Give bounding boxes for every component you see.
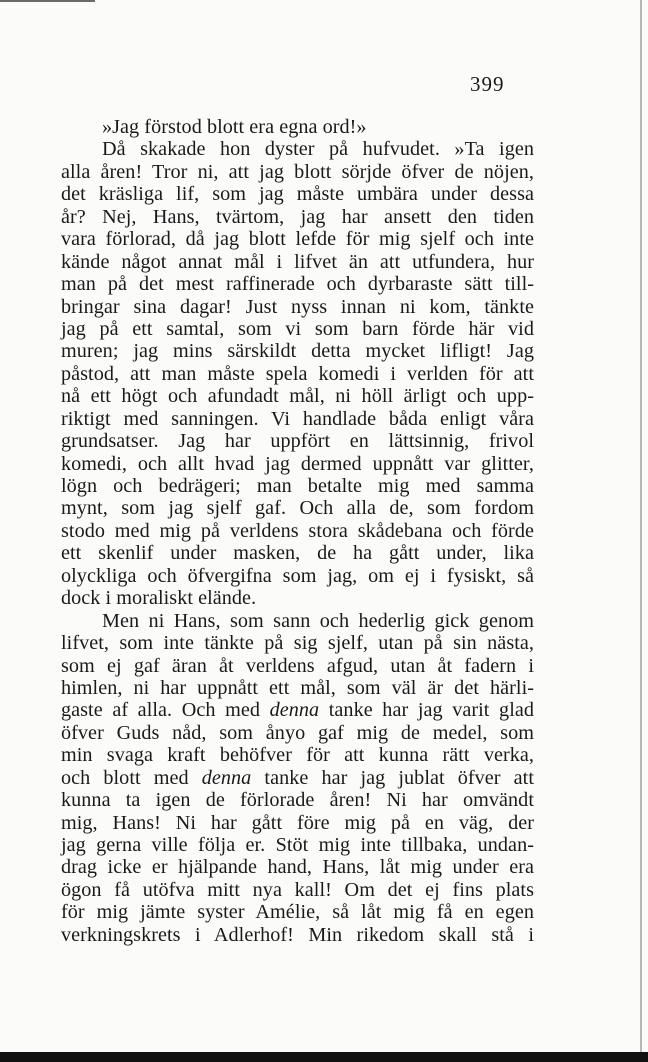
text-line: mynt, som jag sjelf gaf. Och alla de, som fordom	[61, 497, 534, 520]
body-text	[61, 116, 534, 946]
text-line: min svaga kraft behöfver för att kunna rätt verka,	[61, 744, 534, 767]
text-line: nå ett högt och afundadt mål, ni höll ärligt och upp-	[61, 385, 534, 408]
text-line: kunna ta igen de förlorade åren! Ni har omvändt	[61, 789, 534, 812]
text-line: kände något annat mål i lifvet än att utfundera, hur	[61, 250, 534, 273]
text-line: lögn och bedrägeri; man betalte mig med samma	[61, 475, 534, 497]
text-line: för mig jämte syster Amélie, så låt mig få en egen	[61, 901, 534, 924]
text-line: komedi, och allt hvad jag dermed uppnått var glitter,	[61, 452, 534, 475]
text-line: dock i moraliskt elände.	[61, 587, 257, 610]
text-line: man på det mest raffinerade och dyrbaraste sätt till-	[61, 273, 534, 296]
page-number: 399	[470, 72, 505, 96]
text-line: påstod, att man måste spela komedi i verlden för att	[61, 362, 534, 385]
text-line: riktigt med sanningen. Vi handlade båda enligt våra	[61, 407, 534, 430]
text-line: verkningskrets i Adlerhof! Min rikedom skall stå i	[61, 923, 534, 946]
text-line: och blott med denna tanke har jag jublat öfver att	[61, 766, 534, 789]
text-line: bringar sina dagar! Just nyss innan ni kom, tänkte	[61, 295, 534, 318]
text-line: Då skakade hon dyster på hufvudet. »Ta igen	[102, 138, 534, 161]
text-line: lifvet, som inte tänkte på sig sjelf, utan på sin nästa,	[61, 632, 534, 655]
text-line: gaste af alla. Och med denna tanke har jag varit glad	[61, 699, 535, 722]
text-line: stodo med mig på verldens stora skådebana och förde	[61, 519, 534, 542]
text-line: ett skenlif under masken, de ha gått under, lika	[61, 542, 534, 565]
text-line: ögon få utöfva mitt nya kall! Om det ej fins plats	[61, 878, 534, 901]
text-line: jag gerna ville följa er. Stöt mig inte tillbaka, undan-	[61, 834, 534, 856]
scan-right-edge	[640, 0, 642, 1052]
text-line: det kräsliga lif, som jag måste umbära under dessa	[61, 183, 534, 206]
text-line: som ej gaf äran åt verldens afgud, utan åt fadern i	[61, 654, 534, 677]
text-line: grundsatser. Jag har uppfört en lättsinnig, frivol	[61, 430, 534, 453]
text-line: »Jag förstod blott era egna ord!»	[102, 116, 367, 138]
text-line: alla åren! Tror ni, att jag blott sörjde öfver de nöjen,	[61, 160, 534, 183]
text-line: Men ni Hans, som sann och hederlig gick genom	[102, 609, 534, 632]
text-line: mig, Hans! Ni har gått före mig på en väg, der	[61, 811, 534, 834]
scan-bottom-edge	[0, 1052, 648, 1062]
text-line: olyckliga och öfvergifna som jag, om ej i fysiskt, så	[61, 564, 534, 587]
text-line: himlen, ni har uppnått ett mål, som väl är det härli-	[61, 676, 534, 699]
text-line: drag icke er hjälpande hand, Hans, låt mig under era	[61, 856, 534, 879]
scan-top-edge	[0, 0, 95, 2]
text-line: öfver Guds nåd, som ånyo gaf mig de medel, som	[61, 721, 534, 744]
text-line: jag på ett samtal, som vi som barn förde här vid	[61, 317, 534, 340]
text-line: vara förlorad, då jag blott lefde för mig sjelf och inte	[61, 228, 534, 251]
text-line: muren; jag mins särskildt detta mycket lifligt! Jag	[61, 340, 534, 363]
text-line: år? Nej, Hans, tvärtom, jag har ansett den tiden	[61, 205, 534, 228]
